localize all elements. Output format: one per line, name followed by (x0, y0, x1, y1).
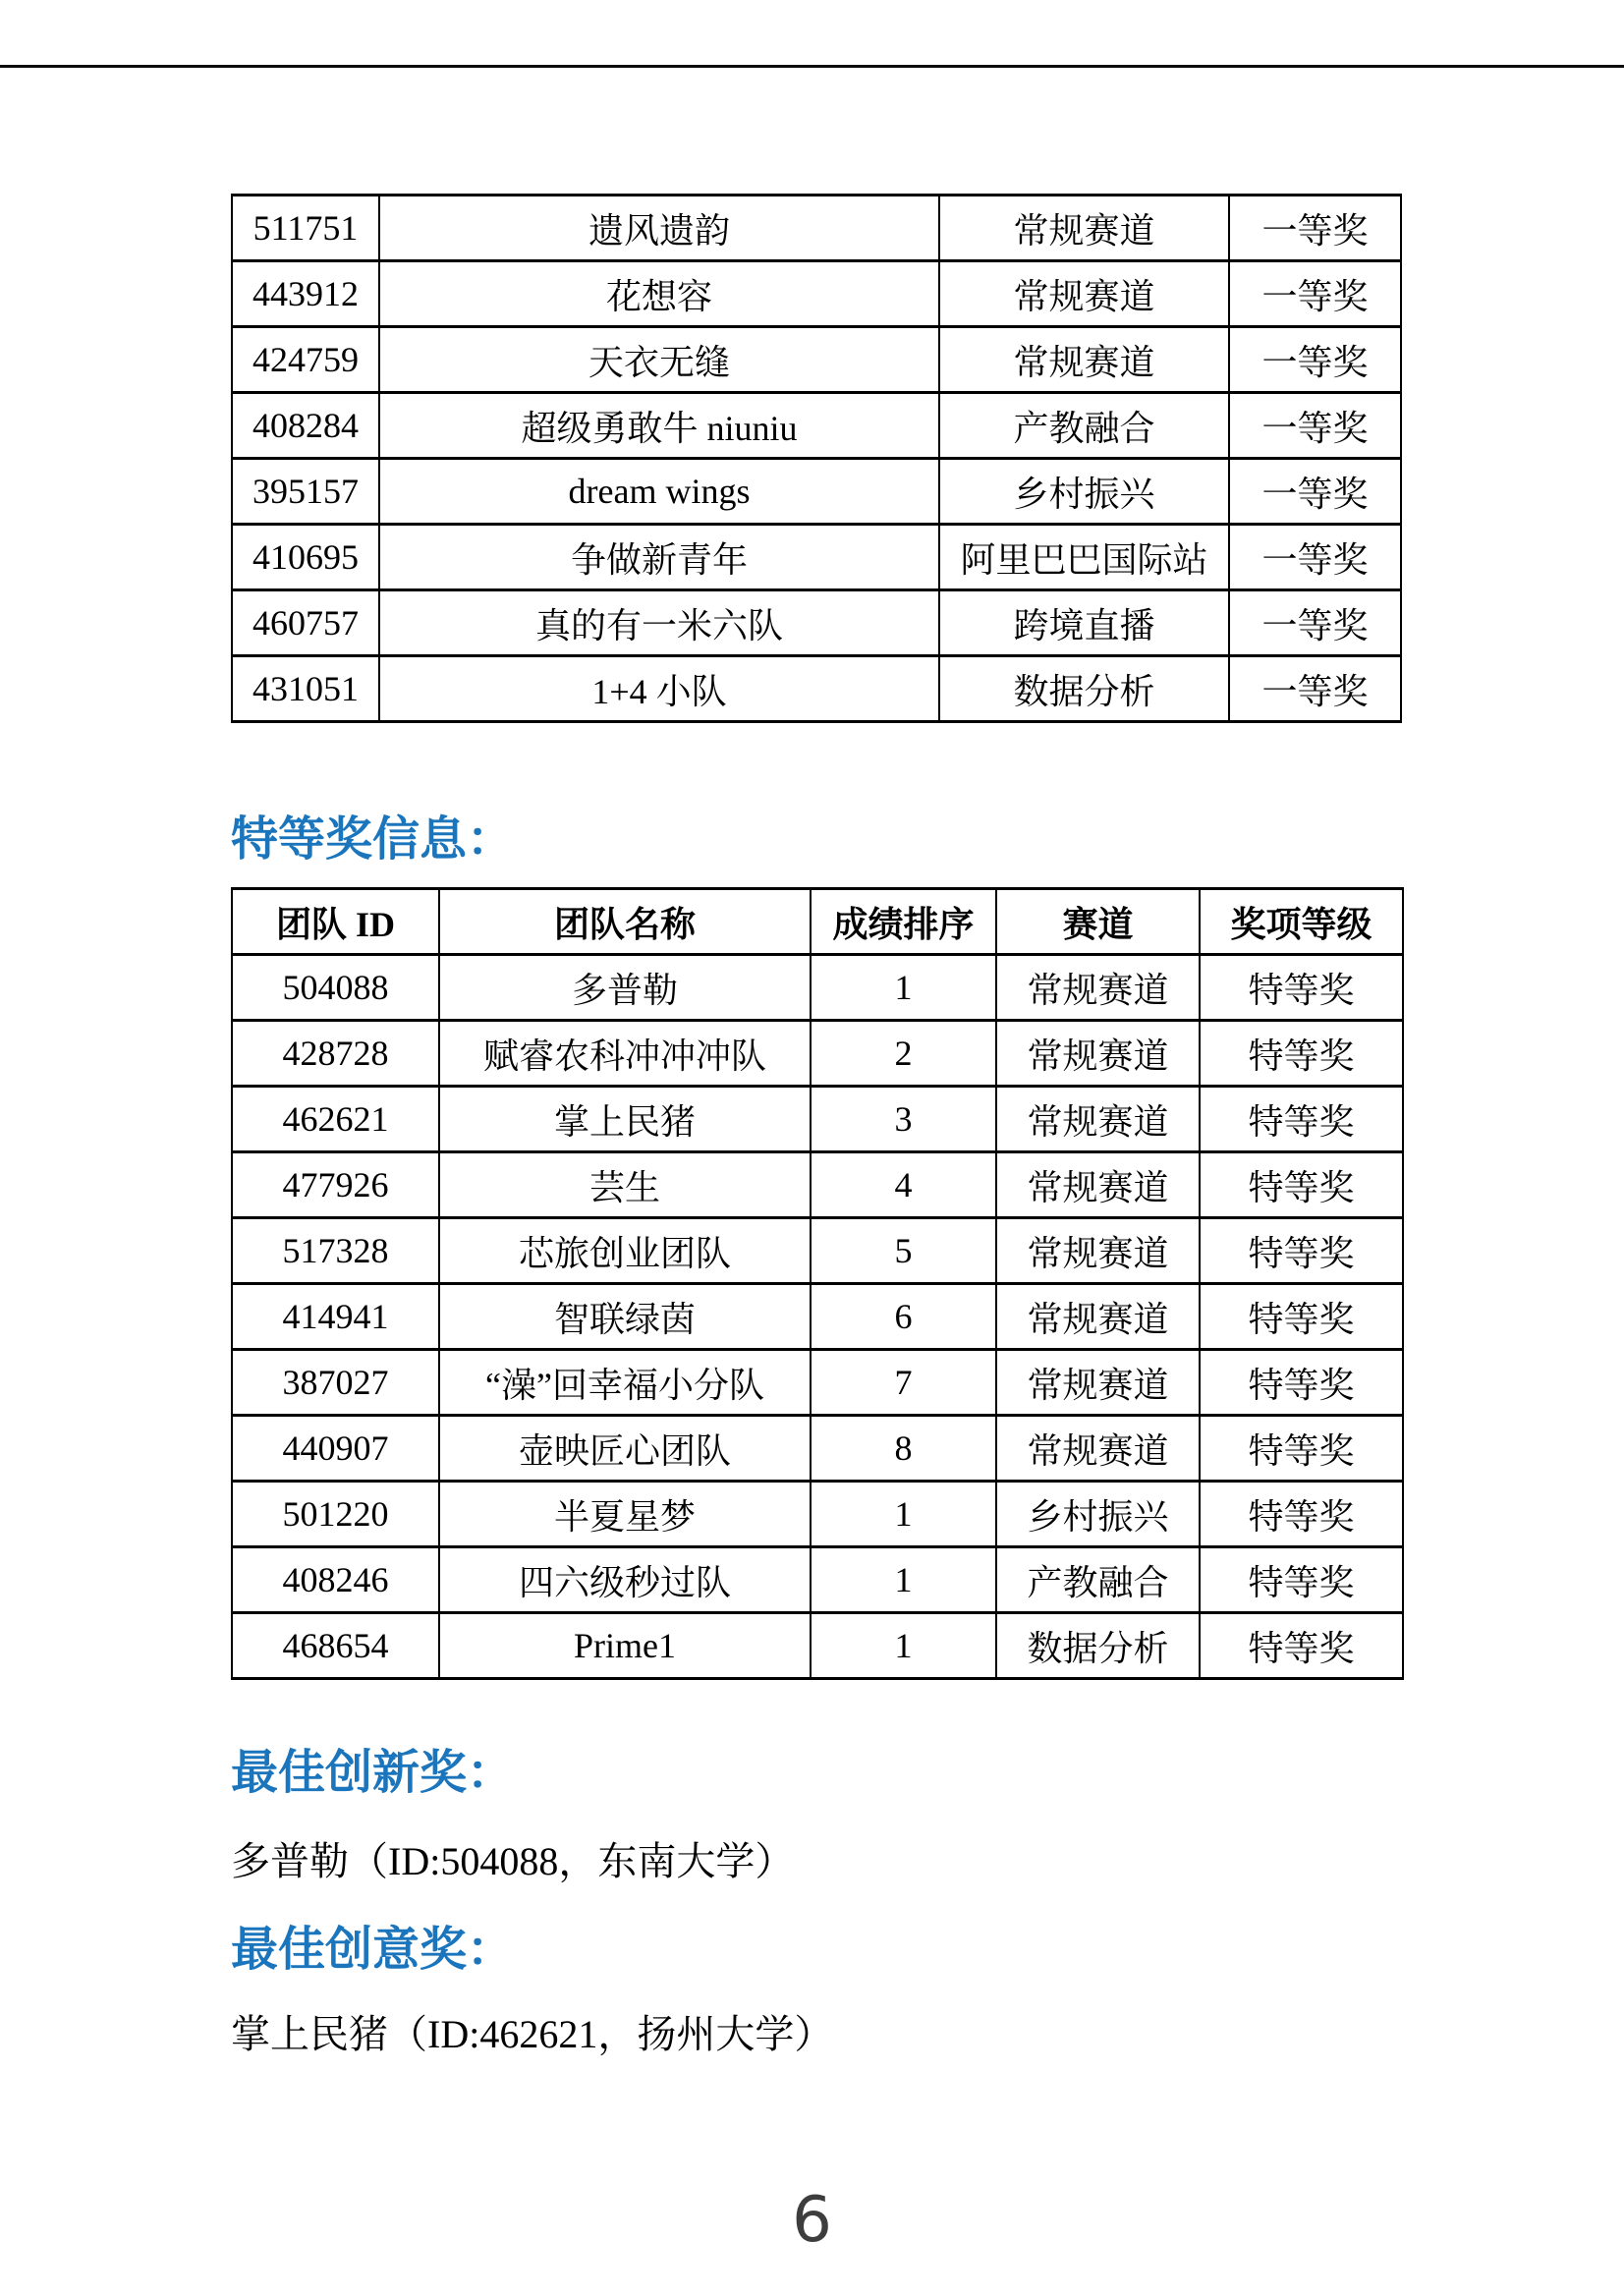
table-cell: 真的有一米六队 (379, 590, 939, 656)
table-cell: 掌上民猪 (439, 1087, 811, 1152)
table-row (232, 1152, 1403, 1218)
table-cell: 特等奖 (1200, 955, 1403, 1021)
first-prize-table (231, 194, 1402, 723)
header-divider-line (0, 65, 1624, 68)
best-creativity-winner-text: 掌上民猪（ID:462621，扬州大学） (231, 2012, 834, 2056)
table-cell: 7 (811, 1350, 996, 1416)
table-cell: 常规赛道 (939, 261, 1229, 327)
table-row (232, 1218, 1403, 1284)
table-cell: 462621 (232, 1087, 439, 1152)
column-header: 赛道 (996, 889, 1200, 955)
table-cell: 428728 (232, 1021, 439, 1087)
table-cell: 常规赛道 (996, 1021, 1200, 1087)
table-cell: 遗风遗韵 (379, 196, 939, 261)
first-prize-table-body (232, 196, 1401, 722)
column-header: 成绩排序 (811, 889, 996, 955)
table-row (232, 393, 1401, 459)
table-cell: 特等奖 (1200, 1087, 1403, 1152)
table-cell: 赋睿农科冲冲冲队 (439, 1021, 811, 1087)
table-row (232, 656, 1401, 722)
table-row (232, 1350, 1403, 1416)
table-cell: 395157 (232, 459, 379, 525)
column-header: 团队 ID (232, 889, 439, 955)
table-cell: 阿里巴巴国际站 (939, 525, 1229, 590)
best-innovation-heading: 最佳创新奖： (231, 1747, 515, 1799)
best-innovation-winner-text: 多普勒（ID:504088，东南大学） (231, 1839, 795, 1883)
special-prize-header-row (232, 889, 1403, 955)
table-cell: 常规赛道 (939, 196, 1229, 261)
table-cell: 410695 (232, 525, 379, 590)
table-cell: 花想容 (379, 261, 939, 327)
table-cell: 501220 (232, 1482, 439, 1547)
table-cell: 一等奖 (1229, 196, 1401, 261)
table-cell: 数据分析 (939, 656, 1229, 722)
table-row (232, 1482, 1403, 1547)
table-cell: 1 (811, 1547, 996, 1613)
table-cell: 常规赛道 (996, 1416, 1200, 1482)
table-cell: 408246 (232, 1547, 439, 1613)
table-cell: 一等奖 (1229, 656, 1401, 722)
table-cell: 特等奖 (1200, 1547, 1403, 1613)
table-cell: 一等奖 (1229, 327, 1401, 393)
best-creativity-heading: 最佳创意奖： (231, 1924, 515, 1976)
table-cell: 414941 (232, 1284, 439, 1350)
table-cell: “澡”回幸福小分队 (439, 1350, 811, 1416)
table-cell: 超级勇敢牛 niuniu (379, 393, 939, 459)
table-row (232, 196, 1401, 261)
table-cell: Prime1 (439, 1613, 811, 1679)
special-prize-heading: 特等奖信息： (231, 813, 515, 866)
page-number: 6 (792, 2184, 832, 2257)
table-cell: 2 (811, 1021, 996, 1087)
table-cell: 408284 (232, 393, 379, 459)
table-cell: 半夏星梦 (439, 1482, 811, 1547)
table-cell: 争做新青年 (379, 525, 939, 590)
table-cell: dream wings (379, 459, 939, 525)
table-cell: 数据分析 (996, 1613, 1200, 1679)
table-cell: 特等奖 (1200, 1284, 1403, 1350)
table-cell: 常规赛道 (996, 1218, 1200, 1284)
table-row (232, 1284, 1403, 1350)
table-cell: 特等奖 (1200, 1350, 1403, 1416)
table-cell: 产教融合 (939, 393, 1229, 459)
table-cell: 一等奖 (1229, 393, 1401, 459)
table-cell: 芸生 (439, 1152, 811, 1218)
table-cell: 产教融合 (996, 1547, 1200, 1613)
table-cell: 1 (811, 955, 996, 1021)
table-cell: 511751 (232, 196, 379, 261)
table-cell: 特等奖 (1200, 1152, 1403, 1218)
table-row (232, 1416, 1403, 1482)
table-cell: 常规赛道 (996, 1350, 1200, 1416)
column-header: 奖项等级 (1200, 889, 1403, 955)
table-cell: 517328 (232, 1218, 439, 1284)
table-cell: 特等奖 (1200, 1416, 1403, 1482)
table-row (232, 459, 1401, 525)
table-cell: 常规赛道 (996, 955, 1200, 1021)
table-cell: 芯旅创业团队 (439, 1218, 811, 1284)
table-cell: 多普勒 (439, 955, 811, 1021)
table-row (232, 327, 1401, 393)
table-cell: 乡村振兴 (996, 1482, 1200, 1547)
table-cell: 乡村振兴 (939, 459, 1229, 525)
table-cell: 常规赛道 (996, 1087, 1200, 1152)
table-cell: 468654 (232, 1613, 439, 1679)
table-cell: 460757 (232, 590, 379, 656)
table-cell: 一等奖 (1229, 590, 1401, 656)
table-cell: 一等奖 (1229, 525, 1401, 590)
special-prize-table (231, 887, 1404, 1680)
table-cell: 一等奖 (1229, 459, 1401, 525)
table-cell: 壶映匠心团队 (439, 1416, 811, 1482)
table-row (232, 1613, 1403, 1679)
table-cell: 3 (811, 1087, 996, 1152)
table-cell: 431051 (232, 656, 379, 722)
table-row (232, 525, 1401, 590)
table-cell: 504088 (232, 955, 439, 1021)
table-row (232, 1087, 1403, 1152)
special-prize-table-body (232, 955, 1403, 1679)
table-cell: 常规赛道 (996, 1152, 1200, 1218)
table-cell: 6 (811, 1284, 996, 1350)
table-cell: 一等奖 (1229, 261, 1401, 327)
table-cell: 1 (811, 1613, 996, 1679)
table-cell: 1+4 小队 (379, 656, 939, 722)
table-cell: 天衣无缝 (379, 327, 939, 393)
table-cell: 424759 (232, 327, 379, 393)
table-cell: 440907 (232, 1416, 439, 1482)
table-cell: 常规赛道 (996, 1284, 1200, 1350)
table-cell: 特等奖 (1200, 1021, 1403, 1087)
table-cell: 特等奖 (1200, 1218, 1403, 1284)
table-cell: 四六级秒过队 (439, 1547, 811, 1613)
column-header: 团队名称 (439, 889, 811, 955)
table-cell: 跨境直播 (939, 590, 1229, 656)
table-cell: 477926 (232, 1152, 439, 1218)
table-cell: 常规赛道 (939, 327, 1229, 393)
table-cell: 智联绿茵 (439, 1284, 811, 1350)
table-cell: 5 (811, 1218, 996, 1284)
table-cell: 387027 (232, 1350, 439, 1416)
table-cell: 8 (811, 1416, 996, 1482)
table-row (232, 261, 1401, 327)
table-row (232, 590, 1401, 656)
table-row (232, 1021, 1403, 1087)
table-cell: 1 (811, 1482, 996, 1547)
table-cell: 4 (811, 1152, 996, 1218)
table-cell: 443912 (232, 261, 379, 327)
table-cell: 特等奖 (1200, 1482, 1403, 1547)
table-row (232, 1547, 1403, 1613)
table-cell: 特等奖 (1200, 1613, 1403, 1679)
table-row (232, 955, 1403, 1021)
